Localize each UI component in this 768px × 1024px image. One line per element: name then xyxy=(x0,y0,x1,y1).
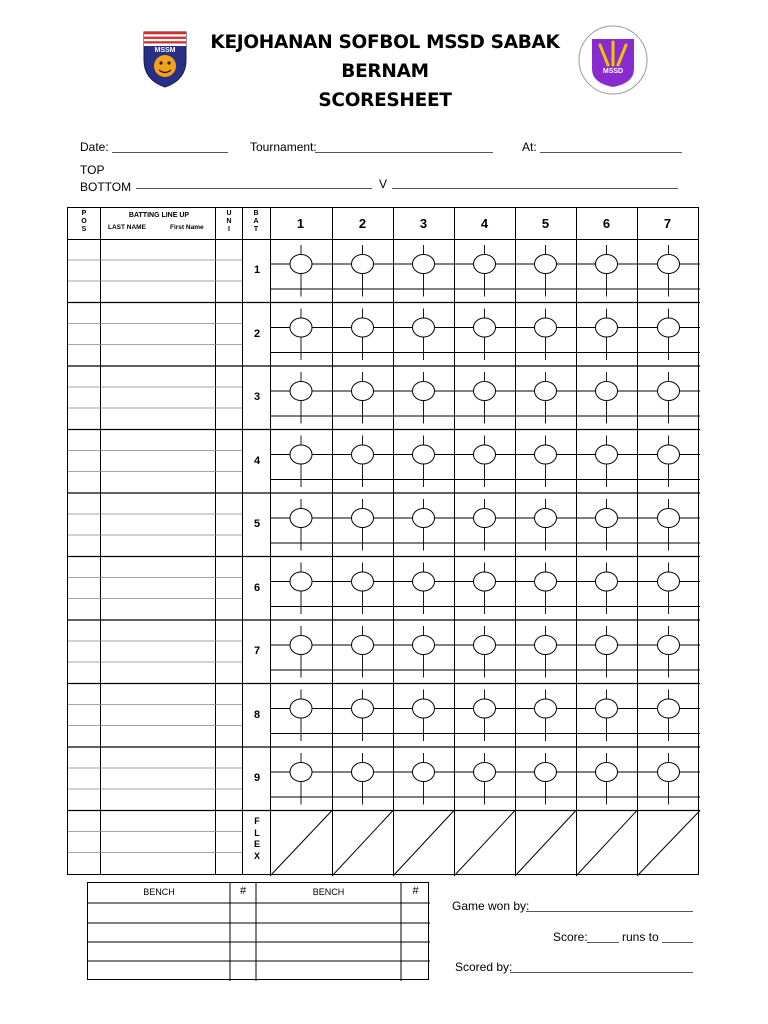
diamond-circle xyxy=(413,763,435,782)
diamond-circle xyxy=(658,699,680,718)
mssm-logo xyxy=(142,30,188,88)
diamond-circle xyxy=(535,636,557,655)
bat-header: B A T xyxy=(253,210,259,233)
diamond-circle xyxy=(413,445,435,464)
diamond-circle xyxy=(413,572,435,591)
mssm-crest-icon xyxy=(142,30,188,88)
score-label: Score: xyxy=(553,930,588,944)
batter-number-3: 3 xyxy=(253,391,261,403)
flex-diagonal xyxy=(270,811,332,877)
diamond-circle xyxy=(596,318,618,337)
inning-header-2: 2 xyxy=(358,216,367,231)
batter-number-9: 9 xyxy=(253,772,261,784)
flex-label: F L E X xyxy=(253,816,260,861)
diamond-circle xyxy=(474,318,496,337)
mssd-logo xyxy=(578,25,648,95)
diamond-circle xyxy=(413,699,435,718)
inning-header-7: 7 xyxy=(663,216,672,231)
scoring-cells[interactable] xyxy=(68,208,700,876)
flex-diagonal xyxy=(515,811,576,877)
diamond-circle xyxy=(658,636,680,655)
bench-number-header-2: # xyxy=(412,885,419,897)
batter-number-2: 2 xyxy=(253,328,261,340)
batter-number-6: 6 xyxy=(253,582,261,594)
batter-number-7: 7 xyxy=(253,645,261,657)
flex-diagonal xyxy=(576,811,637,877)
inning-header-1: 1 xyxy=(296,216,305,231)
diamond-circle xyxy=(474,509,496,528)
versus-label: V xyxy=(379,177,388,191)
batter-number-8: 8 xyxy=(253,709,261,721)
title-line-1: KEJOHANAN SOFBOL MSSD SABAK BERNAM xyxy=(210,32,560,82)
diamond-circle xyxy=(535,382,557,401)
diamond-circle xyxy=(596,382,618,401)
diamond-circle xyxy=(352,572,374,591)
diamond-circle xyxy=(352,382,374,401)
inning-header-6: 6 xyxy=(602,216,611,231)
diamond-circle xyxy=(474,445,496,464)
diamond-circle xyxy=(596,636,618,655)
diamond-circle xyxy=(658,763,680,782)
diamond-circle xyxy=(413,636,435,655)
game-won-label: Game won by: xyxy=(452,899,530,913)
diamond-circle xyxy=(352,445,374,464)
diamond-circle xyxy=(596,763,618,782)
diamond-circle xyxy=(413,318,435,337)
batting-lineup-header: BATTING LINE UP xyxy=(128,212,190,219)
flex-diagonal xyxy=(332,811,393,877)
diamond-circle xyxy=(352,509,374,528)
batter-number-5: 5 xyxy=(253,518,261,530)
tournament-label: Tournament: xyxy=(250,140,317,154)
diamond-circle xyxy=(290,445,312,464)
flex-diagonal xyxy=(454,811,515,877)
mssd-logo-text: MSSD xyxy=(602,68,624,75)
flex-diagonal xyxy=(393,811,454,877)
diamond-circle xyxy=(290,636,312,655)
batter-number-1: 1 xyxy=(253,264,261,276)
flex-diagonal xyxy=(637,811,700,877)
diamond-circle xyxy=(290,318,312,337)
diamond-circle xyxy=(413,509,435,528)
date-field[interactable] xyxy=(112,152,228,153)
batter-number-4: 4 xyxy=(253,455,261,467)
mssd-badge-icon xyxy=(578,25,648,95)
diamond-circle xyxy=(658,572,680,591)
diamond-circle xyxy=(596,699,618,718)
diamond-circle xyxy=(658,445,680,464)
diamond-circle xyxy=(290,382,312,401)
title-line-2: SCORESHEET xyxy=(318,90,452,111)
bench-table xyxy=(87,882,429,980)
diamond-circle xyxy=(596,445,618,464)
runs-to-label: runs to xyxy=(622,930,659,944)
diamond-circle xyxy=(474,699,496,718)
diamond-circle xyxy=(290,699,312,718)
diamond-circle xyxy=(474,572,496,591)
diamond-circle xyxy=(535,318,557,337)
score-field-1[interactable] xyxy=(587,942,619,943)
diamond-circle xyxy=(352,699,374,718)
mssm-logo-text: MSSM xyxy=(154,47,176,54)
diamond-circle xyxy=(474,763,496,782)
last-name-header: LAST NAME xyxy=(108,224,146,231)
diamond-circle xyxy=(290,763,312,782)
diamond-circle xyxy=(535,445,557,464)
diamond-circle xyxy=(474,636,496,655)
date-label: Date: xyxy=(80,140,109,154)
diamond-circle xyxy=(658,318,680,337)
diamond-circle xyxy=(658,255,680,274)
at-field[interactable] xyxy=(540,152,682,153)
diamond-circle xyxy=(658,382,680,401)
diamond-circle xyxy=(535,255,557,274)
diamond-circle xyxy=(413,255,435,274)
inning-header-3: 3 xyxy=(419,216,428,231)
diamond-circle xyxy=(535,699,557,718)
page-title xyxy=(190,28,580,115)
pos-header: P O S xyxy=(81,210,87,233)
scoresheet-grid xyxy=(67,207,699,875)
diamond-circle xyxy=(596,509,618,528)
uni-header: U N I xyxy=(226,210,232,233)
tournament-field[interactable] xyxy=(315,152,493,153)
diamond-circle xyxy=(290,509,312,528)
bench-number-header-1: # xyxy=(239,885,247,897)
diamond-circle xyxy=(535,763,557,782)
bench-header-1: BENCH xyxy=(143,887,175,897)
team-2-field[interactable] xyxy=(392,188,678,189)
scored-by-field[interactable] xyxy=(510,972,693,973)
scored-by-label: Scored by: xyxy=(455,960,513,974)
at-label: At: xyxy=(522,140,537,154)
diamond-circle xyxy=(535,572,557,591)
bottom-label: BOTTOM xyxy=(80,180,132,194)
diamond-circle xyxy=(352,255,374,274)
diamond-circle xyxy=(596,255,618,274)
diamond-circle xyxy=(474,382,496,401)
diamond-circle xyxy=(290,255,312,274)
team-1-field[interactable] xyxy=(136,188,372,189)
score-field-2[interactable] xyxy=(662,942,693,943)
diamond-circle xyxy=(352,318,374,337)
diamond-circle xyxy=(596,572,618,591)
inning-header-5: 5 xyxy=(541,216,550,231)
game-won-field[interactable] xyxy=(526,911,693,912)
top-label: TOP xyxy=(80,163,105,177)
diamond-circle xyxy=(535,509,557,528)
diamond-circle xyxy=(658,509,680,528)
first-name-header: First Name xyxy=(170,224,204,231)
diamond-circle xyxy=(413,382,435,401)
bench-header-2: BENCH xyxy=(312,887,345,897)
inning-header-4: 4 xyxy=(480,216,489,231)
diamond-circle xyxy=(352,636,374,655)
diamond-circle xyxy=(290,572,312,591)
diamond-circle xyxy=(474,255,496,274)
diamond-circle xyxy=(352,763,374,782)
